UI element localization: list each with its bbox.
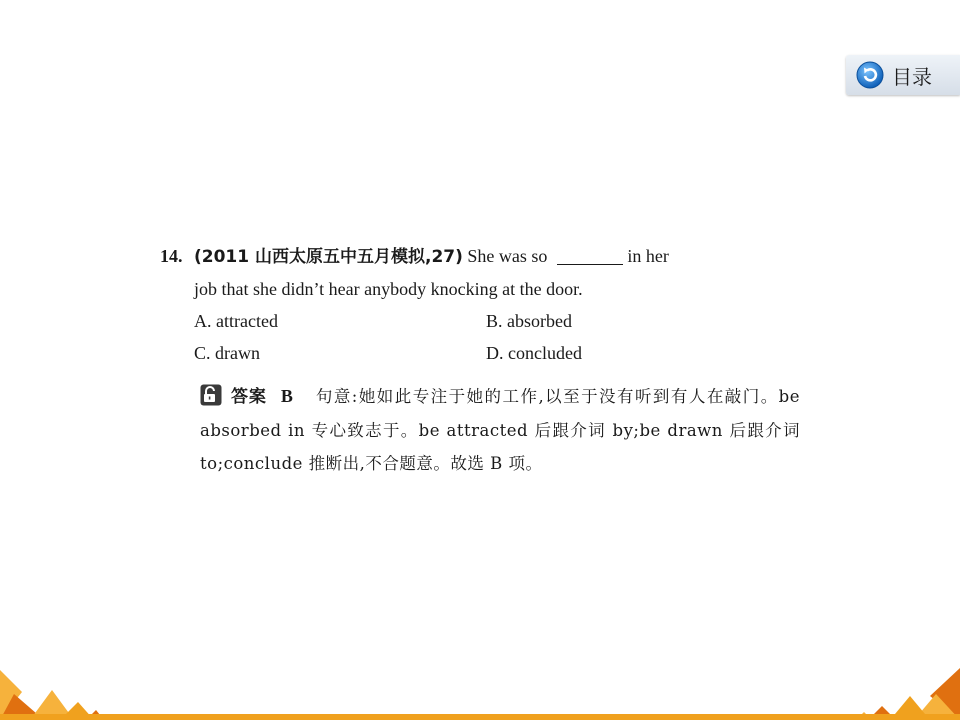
answer-block xyxy=(200,380,800,480)
refresh-circle-icon xyxy=(856,61,884,89)
toc-button[interactable] xyxy=(846,55,960,95)
answer-label: 答案 xyxy=(230,387,267,407)
question-block xyxy=(160,240,800,369)
answer-blank xyxy=(557,246,623,265)
question-stem-part1: She was so xyxy=(467,246,548,266)
corner-decoration-right xyxy=(850,660,960,720)
option-d: D. concluded xyxy=(486,343,582,363)
question-number: 14. xyxy=(160,246,183,266)
corner-decoration-left xyxy=(0,660,110,720)
open-lock-icon xyxy=(200,384,222,406)
option-b: B. absorbed xyxy=(486,311,572,331)
options-list xyxy=(160,305,800,369)
bottom-accent-bar xyxy=(0,714,960,720)
option-c: C. drawn xyxy=(194,343,260,363)
answer-choice: B xyxy=(280,386,293,406)
option-a: A. attracted xyxy=(194,311,278,331)
question-stem-part2: in her xyxy=(627,246,669,266)
toc-label: 目录 xyxy=(892,64,932,89)
question-source: (2011 山西太原五中五月模拟,27) xyxy=(194,247,463,267)
question-stem-line2: job that she didn’t hear anybody knocking at the door. xyxy=(194,279,583,299)
answer-explanation: 句意:她如此专注于她的工作,以至于没有听到有人在敲门。be absorbed in 专心致志于。be attracted 后跟介词 by;be drawn 后跟介词 to;conclude 推断出,不合题意。故选 B 项。 xyxy=(200,387,800,473)
